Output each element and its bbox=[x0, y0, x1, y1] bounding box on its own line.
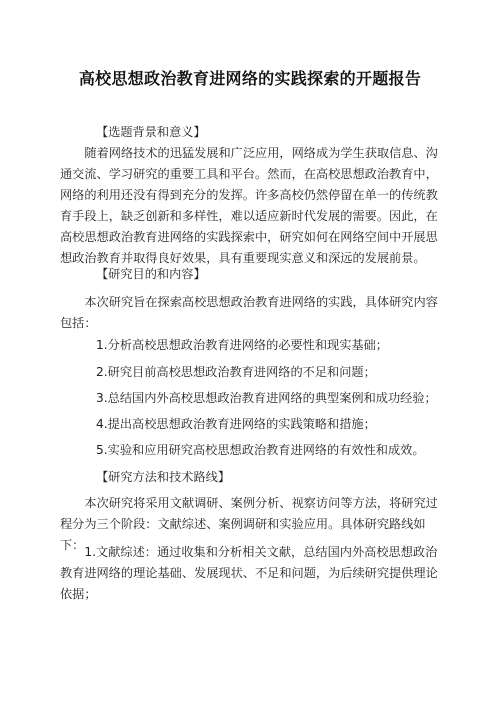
section-paragraph-methods: 本次研究将采用文献调研、案例分析、视察访问等方法，将研究过程分为三个阶段：文献综述、案例调研和实验应用。具体研究路线如下： bbox=[60, 496, 438, 552]
list-item: 4.提出高校思想政治教育进网络的实践策略和措施； bbox=[96, 417, 376, 431]
list-item: 1.分析高校思想政治教育进网络的必要性和现实基础； bbox=[96, 338, 388, 352]
document-title: 高校思想政治教育进网络的实践探索的开题报告 bbox=[78, 69, 422, 88]
list-item: 3.总结国内外高校思想政治教育进网络的典型案例和成功经验； bbox=[96, 391, 437, 405]
section-heading-background: 【选题背景和意义】 bbox=[96, 125, 206, 139]
section-heading-methods: 【研究方法和技术路线】 bbox=[96, 470, 231, 484]
list-item: 5.实验和应用研究高校思想政治教育进网络的有效性和成效。 bbox=[96, 443, 425, 457]
section-heading-purpose: 【研究目的和内容】 bbox=[96, 267, 206, 281]
list-item: 2.研究目前高校思想政治教育进网络的不足和问题； bbox=[96, 365, 376, 379]
list-item: 1.文献综述：通过收集和分析相关文献，总结国内外高校思想政治教育进网络的理论基础、发展现状、不足和问题，为后续研究提供理论依据； bbox=[60, 545, 438, 601]
section-paragraph-background: 随着网络技术的迅猛发展和广泛应用，网络成为学生获取信息、沟通交流、学习研究的重要工具和平台。然而，在高校思想政治教育中，网络的利用还没有得到充分的发挥。许多高校仍然停留在单一的传统教育手段上，缺乏创新和多样性，难以适应新时代发展的需要。因此，在高校思想政治教育进网络的实践探索中，研究如何在网络空间中开展思想政治教育并取得良好效果，具有重要现实意义和深远的发展前景。 bbox=[60, 146, 438, 265]
section-paragraph-purpose: 本次研究旨在探索高校思想政治教育进网络的实践，具体研究内容包括： bbox=[60, 295, 438, 330]
